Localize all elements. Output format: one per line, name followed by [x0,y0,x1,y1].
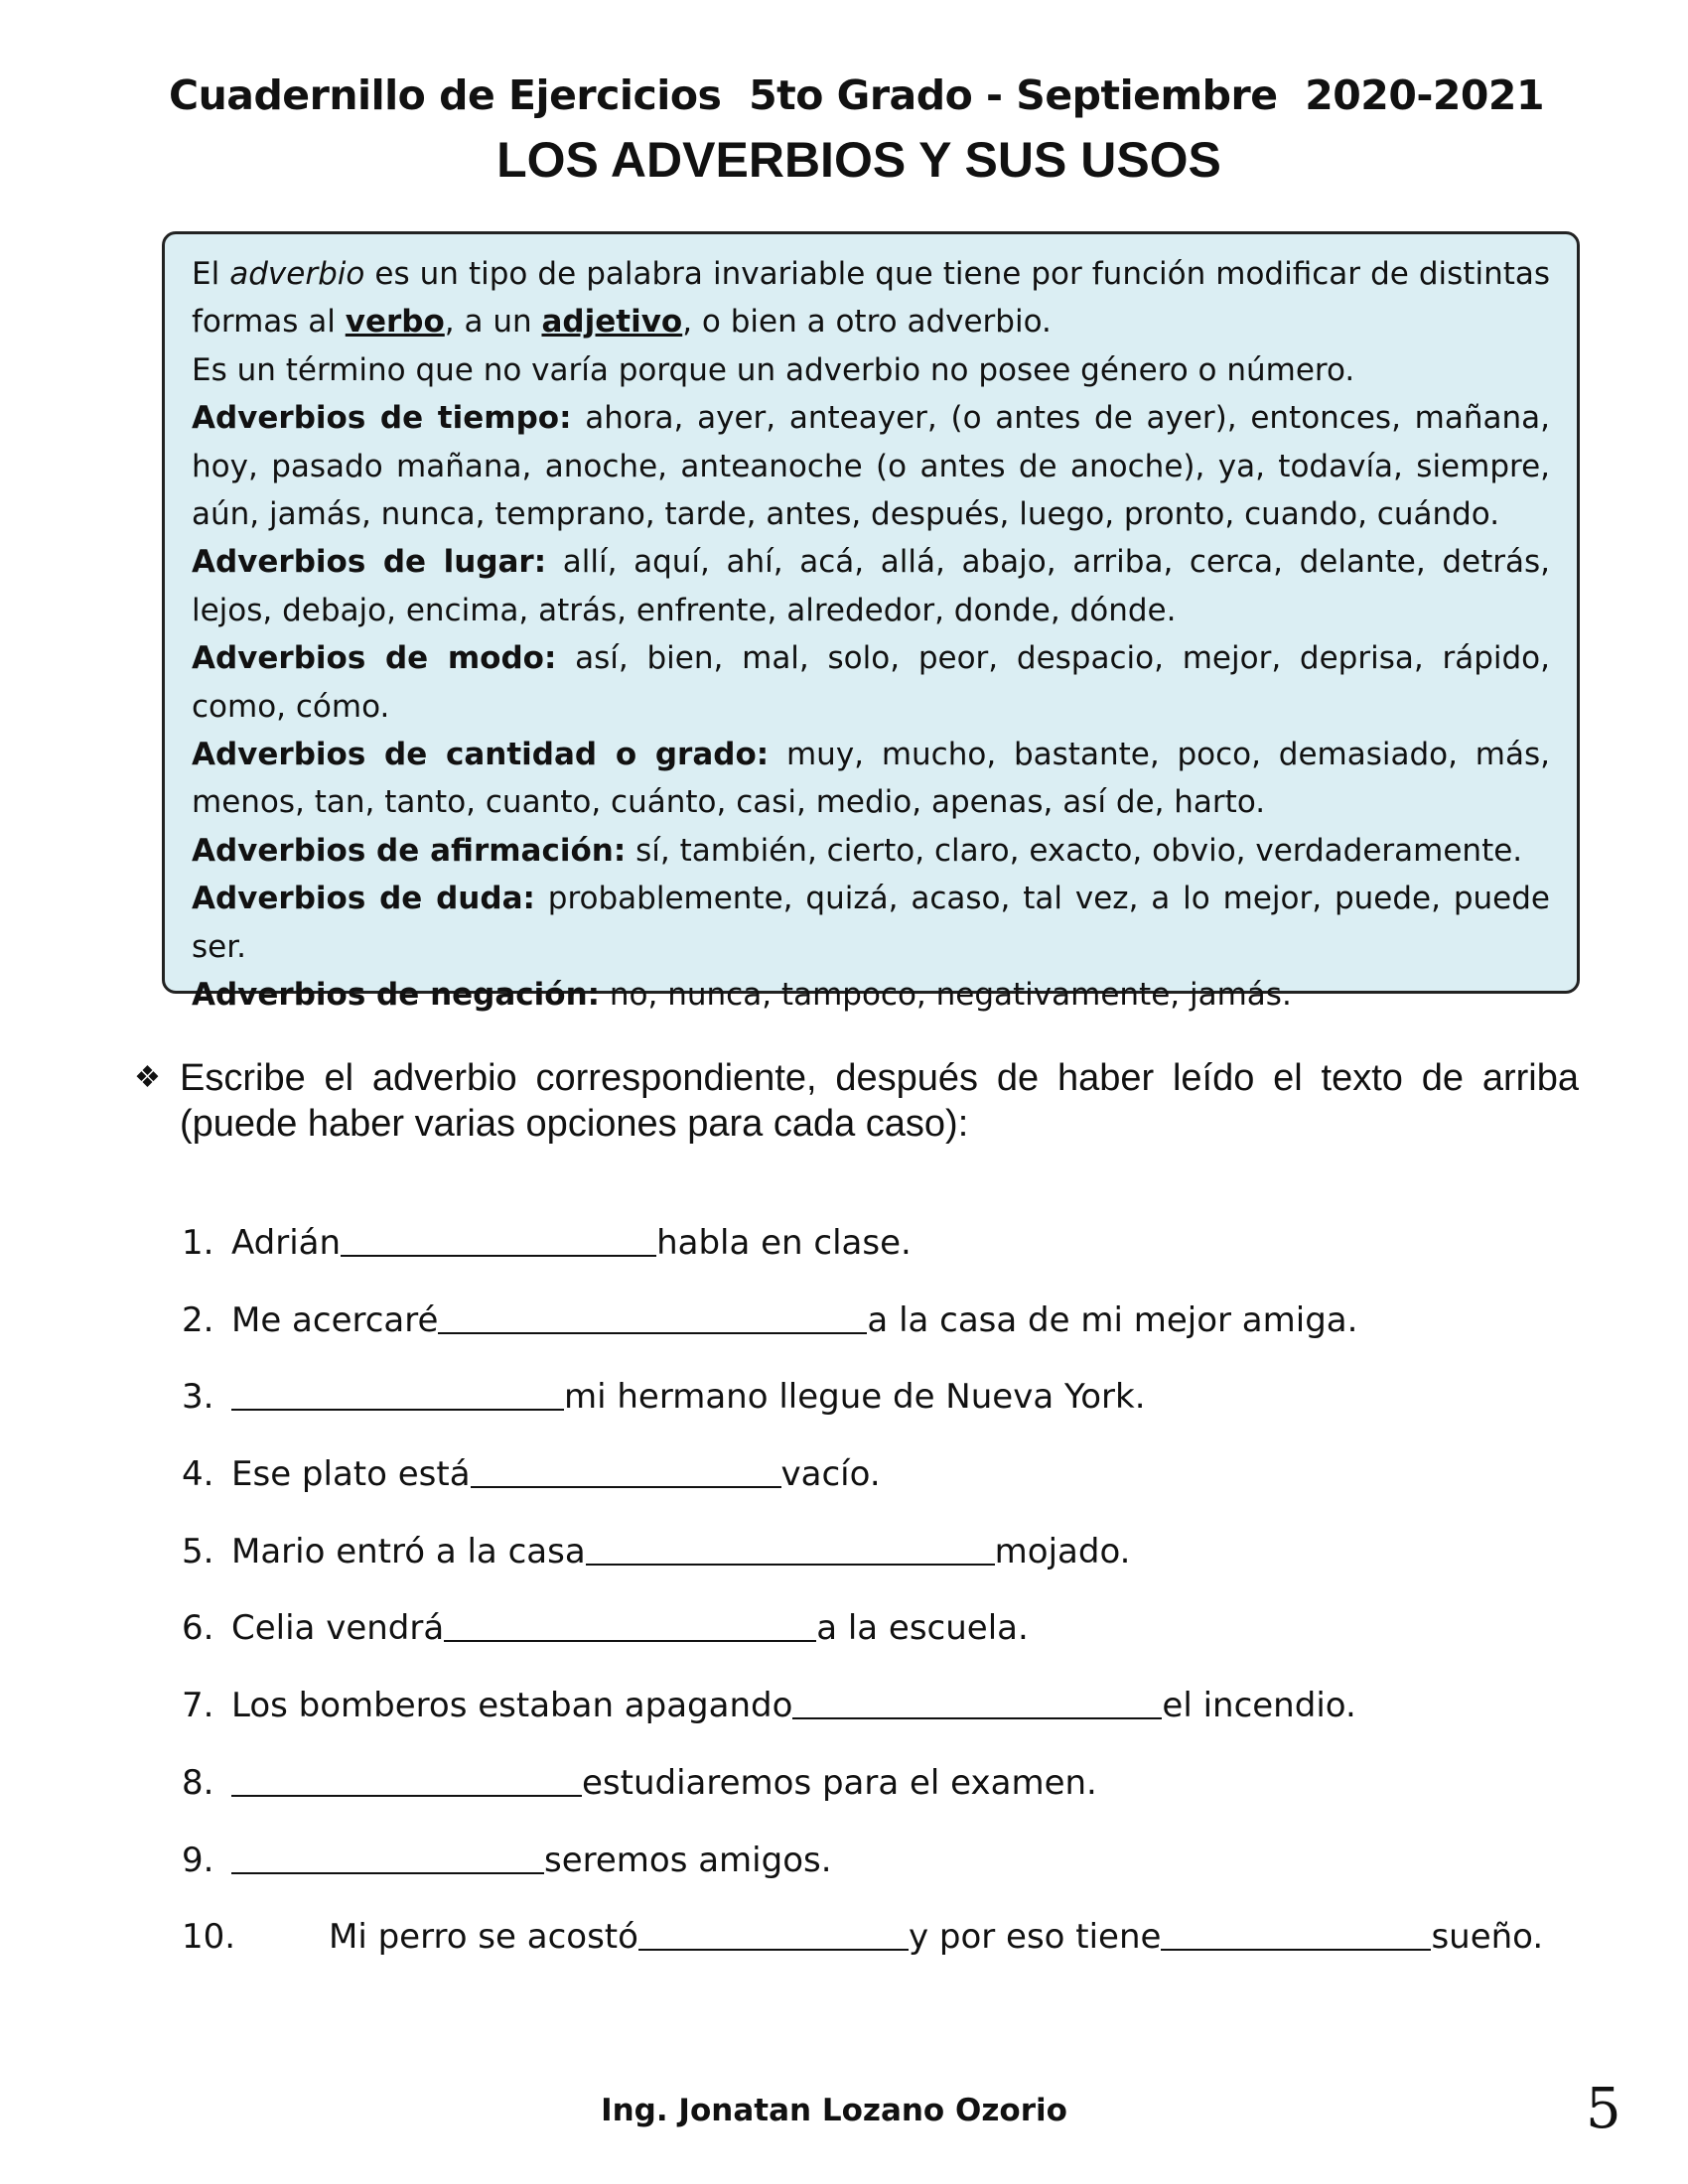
category-text: muy, mucho, bastante, poco, demasiado, más, menos, tan, tanto, cuanto, cuánto, casi, medio, apenas, así de, harto. [192,737,1551,821]
exercise-number: 5. [182,1531,214,1571]
exercise-item [182,1604,1572,1682]
exercise-text-before: Ese plato está [231,1454,471,1495]
instruction-text: Escribe el adverbio correspondiente, después de haber leído el texto de arriba (puede haber varias opciones para cada caso): [180,1057,1579,1145]
info-intro [192,250,1550,346]
exercise-text-after: a la casa de mi mejor amiga. [867,1299,1358,1340]
exercise-text-after: sueño. [1431,1917,1544,1958]
category-modo [192,634,1550,731]
header-workbook-title: Cuadernillo de Ejercicios [169,71,722,119]
document-header [169,71,1544,119]
category-tiempo [192,394,1550,538]
exercise-text-after: seremos amigos. [544,1840,832,1880]
category-label: Adverbios de afirmación: [192,832,627,869]
answer-blank[interactable] [231,1759,582,1797]
category-text: sí, también, cierto, claro, exacto, obvio, verdaderamente. [635,832,1523,869]
exercise-number: 4. [182,1454,214,1495]
category-negacion [192,971,1550,1019]
answer-blank[interactable] [1161,1913,1431,1951]
exercise-text-before: Me acercaré [231,1299,439,1340]
category-label: Adverbios de cantidad o grado: [192,737,770,773]
exercise-text-before: Los bomberos estaban apagando [231,1686,793,1726]
category-label: Adverbios de tiempo: [192,400,572,437]
answer-blank[interactable] [231,1373,564,1411]
exercise-number: 1. [182,1223,214,1263]
category-lugar [192,538,1550,634]
intro-text-4: , o bien a otro adverbio. [682,304,1052,341]
exercise-text-after: mojado. [994,1531,1131,1571]
exercise-number: 2. [182,1299,214,1340]
author-footer: Ing. Jonatan Lozano Ozorio [601,2093,1067,2128]
exercise-item [182,1373,1572,1450]
exercise-text-after: a la escuela. [816,1608,1029,1649]
category-label: Adverbios de modo: [192,640,557,677]
category-label: Adverbios de duda: [192,881,535,917]
exercise-number: 6. [182,1608,214,1649]
exercise-item [182,1297,1572,1374]
intro-text-2: es un tipo de palabra invariable que tiene por función modificar de distintas formas al [192,256,1551,341]
exercise-item [182,1759,1572,1837]
exercise-number: 10. [182,1917,236,1958]
category-duda [192,875,1550,971]
answer-blank[interactable] [231,1837,544,1874]
answer-blank[interactable] [438,1297,867,1334]
exercise-list [182,1219,1572,1990]
adverb-info-box [162,231,1580,1014]
category-text: allí, aquí, ahí, acá, allá, abajo, arriba, cerca, delante, detrás, lejos, debajo, encima, atrás, enfrente, alrededor, donde, dónde. [192,544,1551,628]
category-cantidad [192,731,1550,827]
category-text: no, nunca, tampoco, negativamente, jamás. [609,977,1292,1014]
page-number: 5 [1586,2077,1621,2141]
exercise-text-before: Mi perro se acostó [329,1917,638,1958]
exercise-text-after: mi hermano llegue de Nueva York. [564,1377,1146,1418]
exercise-item [182,1528,1572,1605]
answer-blank[interactable] [341,1219,656,1257]
exercise-number: 7. [182,1686,214,1726]
info-intro-line-2: Es un término que no varía porque un adverbio no posee género o número. [192,351,1355,388]
answer-blank[interactable] [444,1604,816,1642]
category-text: así, bien, mal, solo, peor, despacio, mejor, deprisa, rápido, como, cómo. [192,640,1550,725]
exercise-text-after: habla en clase. [656,1223,912,1263]
exercise-item [182,1219,1572,1297]
exercise-text-before: Adrián [231,1223,342,1263]
exercise-text-after: el incendio. [1162,1686,1356,1726]
exercise-text-before: Mario entró a la casa [231,1531,586,1571]
category-afirmacion [192,827,1550,875]
answer-blank[interactable] [792,1682,1162,1719]
exercise-instruction [134,1055,1579,1147]
exercise-text-middle: y por eso tiene [908,1917,1162,1958]
exercise-item [182,1682,1572,1759]
answer-blank[interactable] [638,1913,909,1951]
answer-blank[interactable] [471,1450,781,1488]
exercise-number: 9. [182,1840,214,1880]
exercise-item [182,1913,1572,1990]
intro-adjetivo: adjetivo [541,304,683,341]
intro-text-3: , a un [444,304,532,341]
category-text: ahora, ayer, anteayer, (o antes de ayer), entonces, mañana, hoy, pasado mañana, anoche, anteanoche (o antes de anoche), ya, todavía, siempre, aún, jamás, nunca, temprano, tarde, antes, después, luego, pronto, cuando, cuándo. [192,400,1550,533]
diamond-bullet-icon: ❖ [134,1061,161,1094]
exercise-text-after: estudiaremos para el examen. [582,1762,1097,1803]
exercise-text-before: Celia vendrá [231,1608,445,1649]
intro-adverbio: adverbio [229,256,365,292]
exercise-text-after: vacío. [780,1454,881,1495]
intro-verbo: verbo [345,304,445,341]
exercise-item [182,1450,1572,1528]
header-grade-month: 5to Grado - Septiembre [749,71,1278,119]
exercise-item [182,1837,1572,1914]
intro-text-1: El [192,256,220,292]
category-label: Adverbios de lugar: [192,544,547,581]
exercise-number: 8. [182,1762,214,1803]
header-school-year: 2020-2021 [1305,71,1544,119]
category-text: probablemente, quizá, acaso, tal vez, a lo mejor, puede, puede ser. [192,881,1550,965]
page-title: LOS ADVERBIOS Y SUS USOS [496,132,1221,188]
answer-blank[interactable] [586,1528,995,1566]
exercise-number: 3. [182,1377,214,1418]
category-label: Adverbios de negación: [192,977,601,1014]
